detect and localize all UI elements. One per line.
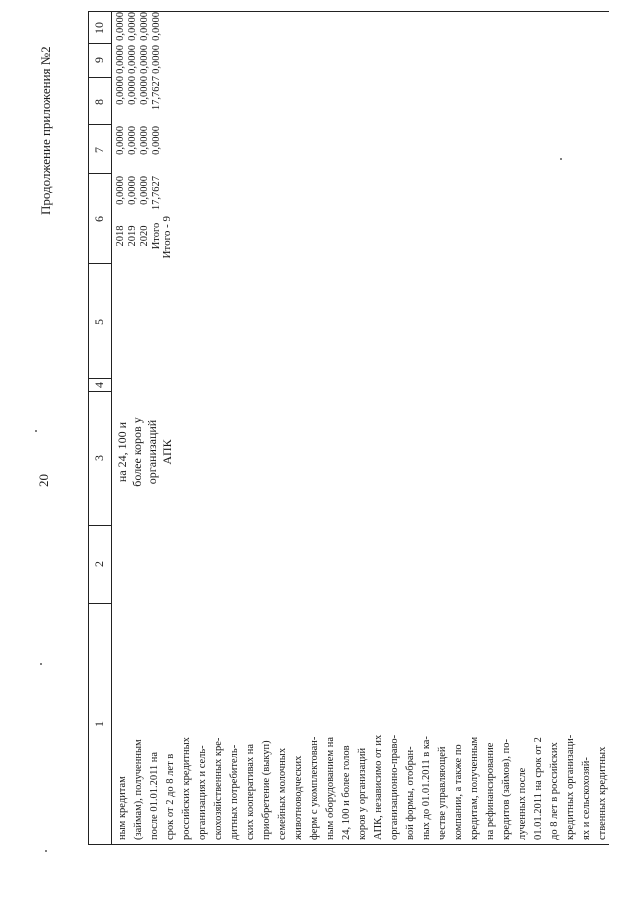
value-cell: 0,0000 [127,76,138,105]
value-cell: 0,0000 [127,12,138,41]
value-cell: 0,0000 [139,76,150,105]
text-line: честве управляющей [437,746,448,840]
text-line: ным оборудованием на [325,736,336,840]
column-5-total-label: Итого - 9 [161,216,173,259]
value-cell: 0,0000 [151,126,162,155]
year-label: 2019 [127,225,138,247]
value-cell: 0,0000 [127,126,138,155]
header-divider [111,12,112,844]
text-line: лученных после [517,767,528,840]
text-line: ственных кредитных [597,746,608,840]
text-line: после 01.01.2011 на [149,751,160,840]
text-line: коров у организаций [357,747,368,840]
scan-speck [45,850,47,852]
value-cell: 17,7627 [151,176,162,211]
value-cell: 0,0000 [139,12,150,41]
text-line: на 24, 100 и [115,421,129,483]
text-line: АПК, независимо от их [373,734,384,840]
column-number-2: 2 [92,561,106,567]
text-line: ных до 01.01.2011 в ка- [421,736,432,840]
value-cell: 0,0000 [115,76,126,105]
text-line: более коров у [130,417,144,487]
value-cell: 17,7627 [151,76,162,111]
text-line: на рефинансирование [485,742,496,840]
text-line: животноводческих [293,755,304,840]
text-line: организаций [145,419,159,485]
appendix-caption: Продолжение приложения №2 [38,46,53,215]
text-line: ях и сельскохозяй- [581,757,592,840]
column-number-10: 10 [92,22,106,34]
column-number-1: 1 [92,721,106,727]
page-number: 20 [36,474,51,487]
header-separator [89,77,111,78]
scan-speck [35,430,37,432]
text-line: скохозяйственных кре- [213,737,224,840]
column-6-values [115,176,163,232]
year-label: 2020 [139,225,150,247]
column-10-values [115,12,163,68]
text-line: организационно-право- [389,734,400,840]
value-cell: 0,0000 [115,176,126,205]
appendix-table [88,11,609,845]
column-number-6: 6 [92,216,106,222]
text-line: ферм с укомплектован- [309,736,320,840]
text-line: семейных молочных [277,747,288,840]
column-3-text [115,392,175,512]
value-cell: 0,0000 [139,126,150,155]
text-line: АПК [160,439,174,465]
scan-speck [40,663,42,665]
text-line: российских кредитных [181,737,192,840]
column-number-8: 8 [92,99,106,105]
header-separator [89,603,111,604]
text-line: 24, 100 и более голов [341,745,352,840]
text-line: вой формы, отобран- [405,746,416,840]
text-line: кредитам, полученным [469,736,480,840]
column-1-text [115,720,611,840]
text-line: организациях и сель- [197,745,208,840]
text-line: приобретение (выкуп) [261,740,272,840]
header-separator [89,525,111,526]
column-number-5: 5 [92,319,106,325]
text-line: (займам), полученным [133,739,144,840]
header-separator [89,43,111,44]
text-line: кредитных организаци- [565,734,576,840]
column-number-3: 3 [92,455,106,461]
header-separator [89,124,111,125]
column-number-4: 4 [92,382,106,388]
year-label: 2018 [115,225,126,247]
value-cell: 0,0000 [115,126,126,155]
year-label: Итого [151,222,162,250]
value-cell: 0,0000 [115,45,126,74]
header-separator [89,263,111,264]
value-cell: 0,0000 [151,12,162,41]
value-cell: 0,0000 [115,12,126,41]
text-line: кредитов (займов), по- [501,738,512,840]
value-cell: 0,0000 [151,45,162,74]
text-line: до 8 лет в российских [549,742,560,840]
text-line: дитных потребитель- [229,744,240,840]
column-number-7: 7 [92,147,106,153]
value-cell: 0,0000 [127,176,138,205]
text-line: срок от 2 до 8 лет в [165,753,176,840]
text-line: ным кредитам [117,776,128,840]
scan-speck [560,158,562,160]
value-cell: 0,0000 [139,45,150,74]
text-line: ских кооперативах на [245,743,256,840]
value-cell: 0,0000 [127,45,138,74]
column-7-values [115,126,163,182]
text-line: 01.01.2011 на срок от 2 [533,737,544,840]
header-separator [89,173,111,174]
column-number-9: 9 [92,57,106,63]
value-cell: 0,0000 [139,176,150,205]
text-line: компании, а также по [453,744,464,840]
